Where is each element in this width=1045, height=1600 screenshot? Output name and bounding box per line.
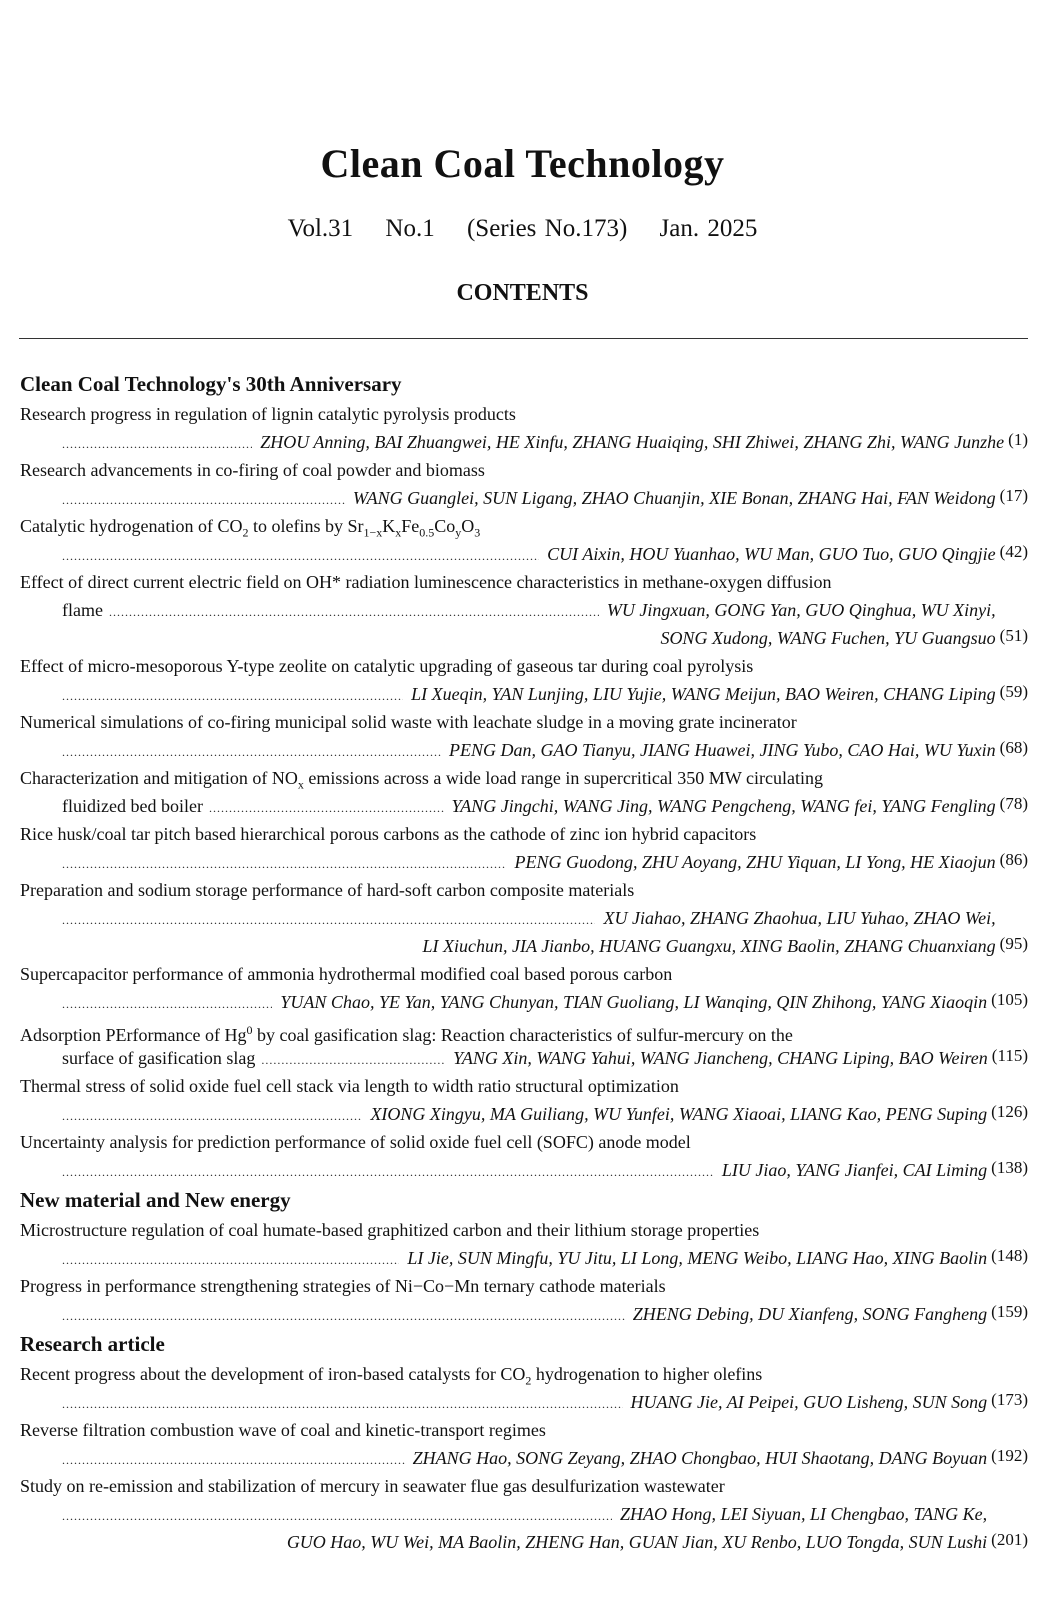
article-title[interactable]: Reverse filtration combustion wave of coal and kinetic-transport regimes — [20, 1420, 546, 1440]
title-continuation: surface of gasification slag — [62, 1048, 256, 1068]
subscript: 3 — [474, 525, 481, 540]
subscript: 2 — [242, 525, 249, 540]
page-number[interactable]: (126) — [991, 1102, 1028, 1121]
article-authors: SONG Xudong, WANG Fuchen, YU Guangsuo — [660, 628, 996, 648]
article-authors: WU Jingxuan, GONG Yan, GUO Qinghua, WU Xinyi, — [606, 600, 996, 620]
series-number: (Series No.173) — [466, 215, 628, 242]
page-number[interactable]: (148) — [991, 1246, 1028, 1265]
author-line — [20, 792, 1028, 820]
leader-dots — [62, 1502, 612, 1530]
page-number[interactable]: (1) — [1008, 430, 1028, 449]
page-number[interactable]: (17) — [999, 486, 1028, 505]
article-authors: YANG Xin, WANG Yahui, WANG Jiancheng, CHANG Liping, BAO Weiren — [453, 1048, 988, 1068]
author-line — [20, 904, 1028, 932]
article-authors: HUANG Jie, AI Peipei, GUO Lisheng, SUN Song — [630, 1392, 988, 1412]
article-authors: ZHOU Anning, BAI Zhuangwei, HE Xinfu, ZHANG Huaiqing, SHI Zhiwei, ZHANG Zhi, WANG Junzhe — [260, 432, 1005, 452]
table-of-contents — [20, 368, 1028, 1556]
author-line — [20, 988, 1028, 1016]
article-title[interactable]: Uncertainty analysis for prediction performance of solid oxide fuel cell (SOFC) anode model — [20, 1132, 691, 1152]
page-number[interactable]: (59) — [999, 682, 1028, 701]
volume: Vol.31 — [287, 215, 354, 242]
leader-dots — [62, 1446, 405, 1474]
article-authors: CUI Aixin, HOU Yuanhao, WU Man, GUO Tuo, GUO Qingjie — [547, 544, 996, 564]
subscript: 1−x — [363, 525, 383, 540]
page-number[interactable]: (78) — [999, 794, 1028, 813]
page-number[interactable]: (42) — [999, 542, 1028, 561]
journal-title: Clean Coal Technology — [320, 141, 725, 186]
article-title[interactable]: Rice husk/coal tar pitch based hierarchical porous carbons as the cathode of zinc ion hybrid capacitors — [20, 824, 757, 844]
page-number[interactable]: (68) — [999, 738, 1028, 757]
title-text: to olefins by Sr — [248, 516, 364, 536]
article-authors: LI Jie, SUN Mingfu, YU Jitu, LI Long, MENG Weibo, LIANG Hao, XING Baolin — [407, 1248, 988, 1268]
issue-date: Jan. 2025 — [659, 215, 758, 242]
title-text: K — [382, 516, 396, 536]
author-line — [20, 624, 1028, 652]
author-line — [20, 1100, 1028, 1128]
section-title: Clean Coal Technology's 30th Anniversary — [20, 372, 402, 396]
author-line — [20, 1156, 1028, 1184]
article-authors: WANG Guanglei, SUN Ligang, ZHAO Chuanjin, XIE Bonan, ZHANG Hai, FAN Weidong — [352, 488, 996, 508]
article-authors: ZHANG Hao, SONG Zeyang, ZHAO Chongbao, HUI Shaotang, DANG Boyuan — [412, 1448, 988, 1468]
title-text: Adsorption PErformance of Hg — [20, 1025, 247, 1045]
subscript: x — [395, 525, 402, 540]
article-title[interactable]: Effect of direct current electric field on OH* radiation luminescence characteristics in methane-oxygen diffusion — [20, 572, 832, 592]
author-line — [20, 848, 1028, 876]
article-title[interactable]: Microstructure regulation of coal humate-based graphitized carbon and their lithium storage properties — [20, 1220, 760, 1240]
article-title[interactable]: Effect of micro-mesoporous Y-type zeolite on catalytic upgrading of gaseous tar during coal pyrolysis — [20, 656, 754, 676]
page-number[interactable]: (173) — [991, 1390, 1028, 1409]
article-title[interactable]: Supercapacitor performance of ammonia hydrothermal modified coal based porous carbon — [20, 964, 673, 984]
author-line — [20, 1528, 1028, 1556]
article-authors: LIU Jiao, YANG Jianfei, CAI Liming — [721, 1160, 988, 1180]
page-number[interactable]: (201) — [991, 1530, 1028, 1549]
leader-dots — [62, 430, 252, 458]
leader-dots — [62, 1158, 714, 1186]
subscript: y — [455, 525, 462, 540]
article-authors: GUO Hao, WU Wei, MA Baolin, ZHENG Han, GUAN Jian, XU Renbo, LUO Tongda, SUN Lushi — [286, 1532, 988, 1552]
title-text: Recent progress about the development of iron-based catalysts for CO — [20, 1364, 526, 1384]
title-text: hydrogenation to higher olefins — [531, 1364, 763, 1384]
author-line — [20, 1444, 1028, 1472]
article-authors: PENG Dan, GAO Tianyu, JIANG Huawei, JING Yubo, CAO Hai, WU Yuxin — [449, 740, 996, 760]
title-text: emissions across a wide load range in supercritical 350 MW circulating — [303, 768, 823, 788]
section-title: New material and New energy — [20, 1188, 291, 1212]
leader-dots — [109, 598, 599, 626]
leader-dots — [261, 1046, 445, 1074]
author-line — [20, 1300, 1028, 1328]
title-text: Characterization and mitigation of NO — [20, 768, 298, 788]
page-number[interactable]: (138) — [991, 1158, 1028, 1177]
article-title[interactable] — [20, 764, 1028, 792]
author-line — [20, 1244, 1028, 1272]
leader-dots — [62, 990, 272, 1018]
article-authors: XU Jiahao, ZHANG Zhaohua, LIU Yuhao, ZHAO Wei, — [603, 908, 996, 928]
author-line — [20, 932, 1028, 960]
title-text: Catalytic hydrogenation of CO — [20, 516, 243, 536]
page-number[interactable]: (159) — [991, 1302, 1028, 1321]
leader-dots — [62, 850, 506, 878]
page-number[interactable]: (51) — [999, 626, 1028, 645]
article-title[interactable]: Research advancements in co-firing of coal powder and biomass — [20, 460, 485, 480]
leader-dots — [62, 542, 539, 570]
title-text: Fe — [401, 516, 420, 536]
author-line — [20, 736, 1028, 764]
subscript: 2 — [525, 1373, 532, 1388]
leader-dots — [62, 906, 595, 934]
leader-dots — [62, 682, 403, 710]
leader-dots — [62, 1102, 362, 1130]
issue-number: No.1 — [385, 215, 435, 242]
leader-dots — [62, 486, 345, 514]
author-line — [20, 680, 1028, 708]
author-line — [20, 484, 1028, 512]
page-number[interactable]: (105) — [991, 990, 1028, 1009]
article-authors: XIONG Xingyu, MA Guiliang, WU Yunfei, WANG Xiaoai, LIANG Kao, PENG Suping — [370, 1104, 988, 1124]
leader-dots — [62, 1302, 625, 1330]
title-text: by coal gasification slag: Reaction characteristics of sulfur-mercury on the — [252, 1025, 793, 1045]
article-authors: ZHENG Debing, DU Xianfeng, SONG Fangheng — [632, 1304, 988, 1324]
page-number[interactable]: (86) — [999, 850, 1028, 869]
author-line — [20, 1388, 1028, 1416]
article-title[interactable]: Study on re-emission and stabilization of mercury in seawater flue gas desulfurization wastewater — [20, 1476, 725, 1496]
article-title[interactable]: Numerical simulations of co-firing municipal solid waste with leachate sludge in a moving grate incinerator — [20, 712, 797, 732]
leader-dots — [62, 1246, 399, 1274]
author-line — [20, 540, 1028, 568]
title-text: O — [461, 516, 475, 536]
title-continuation: fluidized bed boiler — [62, 796, 203, 816]
article-title[interactable]: Thermal stress of solid oxide fuel cell stack via length to width ratio structural optimization — [20, 1076, 679, 1096]
article-authors: PENG Guodong, ZHU Aoyang, ZHU Yiquan, LI Yong, HE Xiaojun — [514, 852, 996, 872]
article-authors: LI Xiuchun, JIA Jianbo, HUANG Guangxu, XING Baolin, ZHANG Chuanxiang — [422, 936, 996, 956]
article-authors: YANG Jingchi, WANG Jing, WANG Pengcheng, WANG fei, YANG Fengling — [451, 796, 996, 816]
page-number[interactable]: (95) — [999, 934, 1028, 953]
article-title[interactable]: Research progress in regulation of lignin catalytic pyrolysis products — [20, 404, 516, 424]
subscript: 0.5 — [419, 525, 435, 540]
superscript: 0 — [246, 1023, 253, 1037]
article-authors: LI Xueqin, YAN Lunjing, LIU Yujie, WANG Meijun, BAO Weiren, CHANG Liping — [411, 684, 996, 704]
article-title[interactable]: Progress in performance strengthening strategies of Ni−Co−Mn ternary cathode materials — [20, 1276, 666, 1296]
article-title[interactable]: Preparation and sodium storage performance of hard-soft carbon composite materials — [20, 880, 635, 900]
title-text: Co — [434, 516, 456, 536]
article-authors: YUAN Chao, YE Yan, YANG Chunyan, TIAN Guoliang, LI Wanqing, QIN Zhihong, YANG Xiaoqin — [280, 992, 988, 1012]
section-title: Research article — [20, 1332, 165, 1356]
article-authors: ZHAO Hong, LEI Siyuan, LI Chengbao, TANG Ke, — [620, 1504, 988, 1524]
leader-dots — [209, 794, 444, 822]
article-title[interactable] — [20, 1360, 1028, 1388]
article-title[interactable] — [20, 512, 1028, 540]
author-line — [20, 1500, 1028, 1528]
author-line — [20, 428, 1028, 456]
article-title[interactable] — [20, 1016, 1028, 1044]
page-number[interactable]: (115) — [991, 1046, 1028, 1065]
leader-dots — [62, 738, 441, 766]
author-line — [20, 596, 1028, 624]
contents-heading: CONTENTS — [456, 280, 589, 306]
author-line — [20, 1044, 1028, 1072]
page-number[interactable]: (192) — [991, 1446, 1028, 1465]
issue-info — [0, 215, 1045, 243]
leader-dots — [62, 1390, 623, 1418]
subscript: x — [297, 777, 304, 792]
divider — [19, 338, 1028, 339]
title-continuation: flame — [62, 600, 103, 620]
